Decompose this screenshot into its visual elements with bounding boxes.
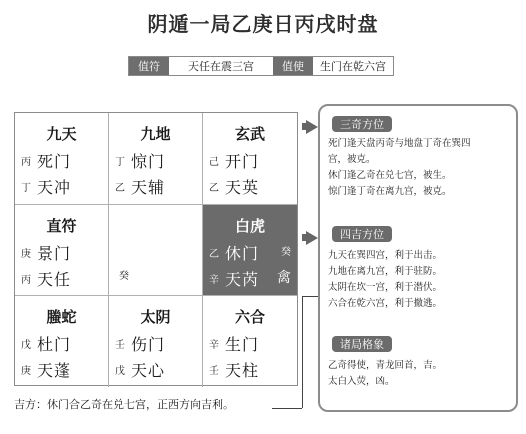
- palace-god: 太阴: [140, 308, 171, 326]
- door: 死门: [37, 152, 72, 171]
- section-title-sanqi: 三奇方位: [332, 116, 392, 132]
- palace-god: 九地: [140, 125, 171, 143]
- palace-qian6: [203, 296, 297, 387]
- stem: 辛: [209, 275, 219, 286]
- section-title-siji: 四吉方位: [332, 226, 392, 242]
- page-title: 阴遁一局乙庚日丙戌时盘: [147, 12, 379, 36]
- door: 生门: [225, 335, 260, 354]
- palace-li9: [109, 113, 203, 205]
- center-stem: 癸: [119, 271, 129, 282]
- footer-text: 休门合乙奇在兑七宫，正西方向吉利。: [47, 398, 234, 411]
- palace-god: 螣蛇: [46, 308, 77, 326]
- stem: 戊: [115, 366, 125, 377]
- stem: 庚: [21, 366, 31, 377]
- palace-god: 玄武: [234, 125, 265, 143]
- palace-god: 白虎: [234, 217, 265, 235]
- stem: 丙: [21, 157, 31, 168]
- stem: 己: [209, 157, 219, 168]
- door: 开门: [225, 152, 260, 171]
- stem: 丁: [115, 157, 125, 168]
- stem: 辛: [209, 340, 219, 351]
- section-body-sanqi: [328, 136, 512, 200]
- footer-note: [14, 396, 234, 412]
- leader-line: [272, 408, 302, 409]
- leader-line: [302, 296, 318, 297]
- text-line: 九天在巽四宫，利于出击。: [328, 250, 443, 261]
- section-body-gexiang: [328, 358, 512, 390]
- palace-god: 九天: [46, 125, 77, 143]
- star: 天蓬: [37, 361, 72, 380]
- stem: 壬: [115, 340, 125, 351]
- leader-line: [302, 296, 303, 408]
- star: 天柱: [225, 361, 260, 380]
- stem: 乙: [115, 183, 125, 194]
- stem: 庚: [21, 249, 31, 260]
- text-line: 宫，被克。: [328, 154, 376, 165]
- palace-center: [109, 205, 203, 296]
- analysis-panel: [318, 104, 518, 412]
- stem: 丙: [21, 275, 31, 286]
- arrow-right-icon: [306, 120, 318, 134]
- star: 天任: [37, 270, 72, 289]
- star: 天冲: [37, 178, 72, 197]
- palace-gen8: [15, 296, 109, 387]
- arrow-right-icon: [306, 231, 318, 245]
- extra-star: 禽: [277, 270, 291, 286]
- text-line: 太白入荧，凶。: [328, 376, 395, 387]
- stem: 乙: [209, 183, 219, 194]
- door: 休门: [225, 244, 260, 263]
- zhishi-key: 值使: [273, 57, 313, 75]
- door: 景门: [37, 244, 72, 263]
- stem: 丁: [21, 183, 31, 194]
- palace-zhen3: [15, 205, 109, 296]
- palace-xun4: [15, 113, 109, 205]
- section-title-gexiang: 诸局格象: [332, 336, 392, 352]
- door: 杜门: [37, 335, 72, 354]
- section-body-siji: [328, 248, 512, 312]
- palace-kan1: [109, 296, 203, 387]
- stem: 戊: [21, 340, 31, 351]
- stem: 乙: [209, 249, 219, 260]
- palace-god: 直符: [46, 217, 77, 235]
- palace-dui7: [203, 205, 297, 296]
- zhishi-value: 生门在乾六宫: [313, 57, 393, 75]
- palace-kun2: [203, 113, 297, 205]
- zhifu-key: 值符: [129, 57, 169, 75]
- text-line: 乙奇得使，青龙回首，吉。: [328, 360, 443, 371]
- extra-stem: 癸: [281, 247, 291, 258]
- star: 天英: [225, 178, 260, 197]
- text-line: 六合在乾六宫，利于撤逃。: [328, 298, 443, 309]
- info-bar: [128, 56, 394, 76]
- palace-grid: [14, 112, 298, 386]
- palace-god: 六合: [234, 308, 265, 326]
- star: 天辅: [131, 178, 166, 197]
- text-line: 太阴在坎一宫，利于潜伏。: [328, 282, 443, 293]
- star: 天心: [131, 361, 166, 380]
- zhifu-value: 天任在震三宫: [169, 57, 273, 75]
- door: 惊门: [131, 152, 166, 171]
- star: 天芮: [225, 270, 260, 289]
- text-line: 惊门逢丁奇在离九宫，被克。: [328, 186, 452, 197]
- stem: 壬: [209, 366, 219, 377]
- footer-label: 吉方：: [14, 398, 47, 411]
- text-line: 休门逢乙奇在兑七宫，被生。: [328, 170, 452, 181]
- text-line: 九地在离九宫，利于驻防。: [328, 266, 443, 277]
- text-line: 死门逢天盘丙奇与地盘丁奇在巽四: [328, 138, 471, 149]
- door: 伤门: [131, 335, 166, 354]
